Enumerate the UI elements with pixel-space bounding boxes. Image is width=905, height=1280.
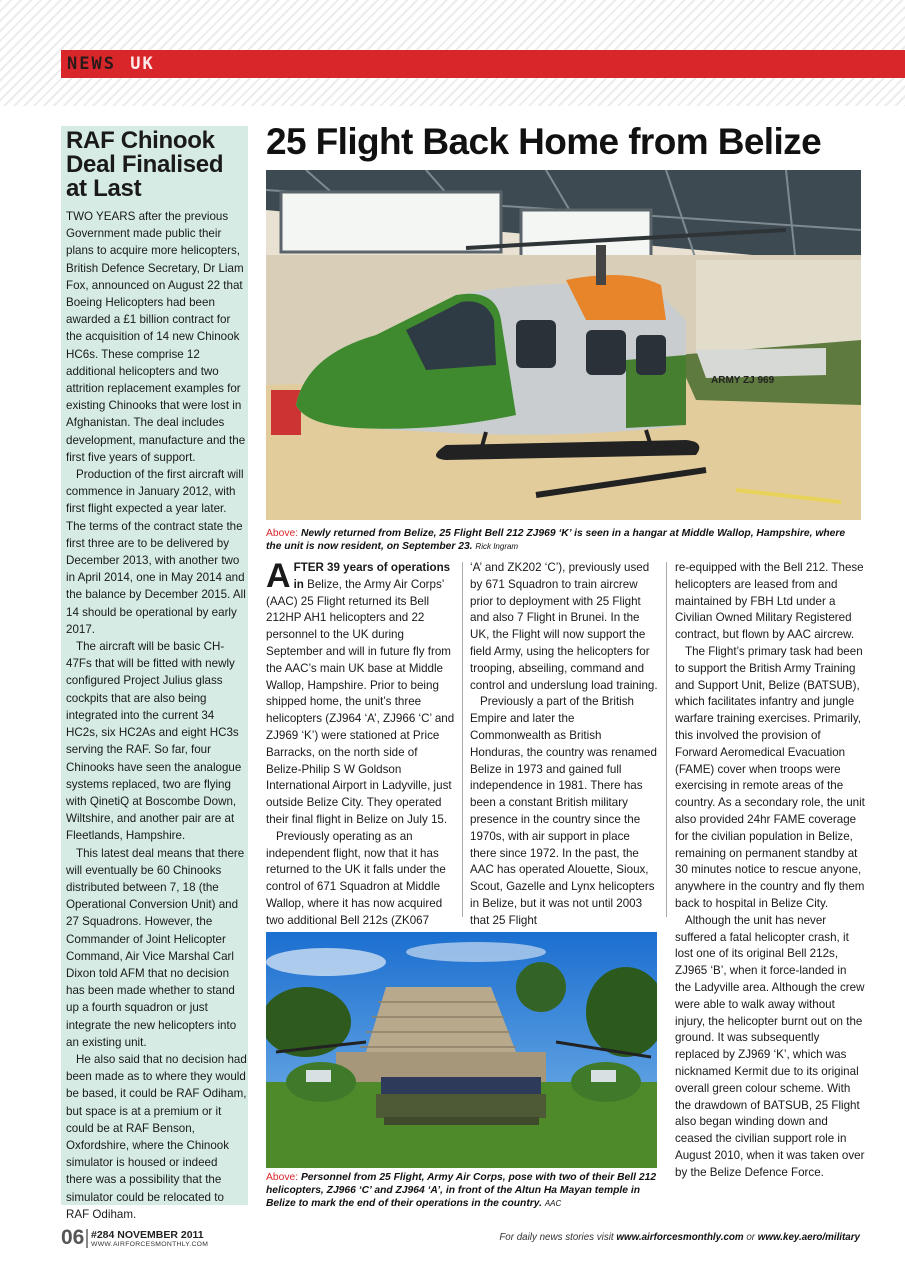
tail-marking: ARMY ZJ 969 — [711, 375, 775, 386]
footer-divider — [86, 1229, 88, 1248]
article-lead: FTER 39 years of operations in — [293, 561, 451, 591]
column-divider — [462, 562, 463, 917]
page-number: 06 — [61, 1226, 85, 1249]
photo-credit: Rick Ingram — [475, 542, 519, 551]
hangar-helicopter-photo — [266, 170, 861, 520]
mayan-temple-group-photo — [266, 932, 657, 1168]
issue-label: #284 NOVEMBER 2011 — [91, 1229, 204, 1241]
caption-text: Personnel from 25 Flight, Army Air Corps, pose with two of their Bell 212 helicopters, ZJ966 ‘C’ and ZJ964 ‘A’, in front of the Altun Ha Mayan temple in Belize to mark the end of their operations in the country. — [266, 1172, 657, 1209]
section-banner — [61, 50, 905, 78]
drop-cap: A — [266, 557, 291, 595]
sidebar-story — [61, 126, 248, 1221]
sidebar-paragraph: This latest deal means that there will eventually be 60 Chinooks distributed between 7, 18 (the Operational Conversion Unit) and 27 Squadrons. However, the Commander of Joint Helicopter Command, Air Vice Marshal Carl Dixon told AFM that no decision has been made whether to stand up a fourth squadron or just integrate the new helicopters into an existing unit. — [66, 846, 245, 1049]
footer-promo: For daily news stories visit www.airforcesmonthly.com or www.key.aero/military — [499, 1232, 860, 1243]
article-paragraph: Previously operating as an independent flight, now that it has returned to the UK it falls under the control of 671 Squadron at Middle Wallop, where it has now acquired two additional Bell 212s (ZK067 — [266, 829, 446, 927]
article-column-3 — [675, 560, 865, 1181]
sidebar-body — [66, 208, 247, 1223]
sidebar-paragraph: The aircraft will be basic CH-47Fs that will be fitted with newly configured Project Julius glass cockpits that are also being integrated into the current 34 HC2s, six HC2As and eight HC3s serving the RAF. So far, four Chinooks have seen the analogue systems replaced, two are flying with QinetiQ at Boscombe Down, Wiltshire, and another pair are at Fleetlands, Hampshire. — [66, 640, 242, 843]
article-column-1 — [266, 557, 456, 930]
article-paragraph: ‘A’ and ZK202 ‘C’), previously used by 671 Squadron to train aircrew prior to deployment with 25 Flight and also 7 Flight in Brunei. In the UK, the Flight will now support the field Army, using the helicopters for trooping, abseiling, command and control and underslung load training. — [470, 561, 658, 692]
article-headline: 25 Flight Back Home from Belize — [266, 121, 822, 162]
article-paragraph: AFTER 39 years of operations in Belize, the Army Air Corps’ (AAC) 25 Flight returned its Bell 212HP AH1 helicopters and 22 personnel to the UK during September and will in future fly from the AAC’s main UK base at Middle Wallop, Hampshire. Prior to being shipped home, the unit’s three helicopters (ZJ964 ‘A’, ZJ966 ‘C’ and ZJ969 ‘K’) were stationed at Price Barracks, on the north side of Belize-Philip S W Goldson International Airport in Ladyville, just outside Belize City. They operated their final flight in Belize on July 15. — [266, 557, 455, 826]
caption-text: Newly returned from Belize, 25 Flight Bell 212 ZJ969 ‘K’ is seen in a hangar at Middle Wallop, Hampshire, where the unit is now resident, on September 23. — [266, 528, 846, 552]
promo-link-afm: www.airforcesmonthly.com — [616, 1232, 744, 1243]
article-column-2 — [470, 560, 658, 930]
article-paragraph: Previously a part of the British Empire and later the Commonwealth as British Honduras, the country was renamed Belize in 1973 and gained full independence in 1981. There has been a constant British military presence in the country since the 1970s, with air support in place there since 1972. In the past, the AAC has operated Alouette, Sioux, Scout, Gazelle and Lynx helicopters in Belize, but it was not until 2003 that 25 Flight — [470, 695, 657, 927]
footer-website: WWW.AIRFORCESMONTHLY.COM — [91, 1241, 209, 1248]
article-paragraph: re-equipped with the Bell 212. These helicopters are leased from and maintained by FBH Ltd under a Civilian Owned Military Registered contract, but flown by AAC aircrew. — [675, 561, 864, 642]
sidebar-paragraph: Production of the first aircraft will commence in January 2012, with first flight expected a year later. — [66, 468, 244, 516]
caption-label: Above: — [266, 1172, 299, 1183]
article-paragraph: The Flight’s primary task had been to support the British Army Training and Support Unit, Belize (BATSUB), which facilitates infantry and jungle warfare training exercises. Primarily, this involved the provision of Forward Aeromedical Evacuation (FAME) cover when troops were exercising in remote areas of the country. As a secondary role, the unit also provided 24hr FAME coverage for the civilian population in Belize, remaining on permanent standby at 30 minutes notice to rescue anyone, anywhere in the country and fly them back to hospital in Belize City. — [675, 644, 865, 910]
sidebar-paragraph: TWO YEARS after the previous Government made public their plans to acquire more helicopters, British Defence Secretary, Dr Liam Fox, announced on August 22 that Boeing Helicopters had been awarded a £1 billion contract for the acquisition of 14 new Chinook HC6s. These comprise 12 additional helicopters and two attrition replacement examples for existing Chinooks that were lost in Afghanistan. The deal includes development, manufacture and the first five years of support. — [66, 210, 246, 464]
sidebar-headline: RAF Chinook Deal Finalised at Last — [66, 127, 224, 202]
promo-link-key: www.key.aero/military — [757, 1232, 860, 1243]
photo1-caption — [266, 527, 861, 553]
section-title: NEWS UK — [67, 54, 155, 74]
column-divider — [666, 562, 667, 917]
caption-label: Above: — [266, 528, 299, 539]
article-paragraph: Although the unit has never suffered a fatal helicopter crash, it lost one of its original Bell 212s, ZJ965 ‘B’, when it force-landed in the Ladyville area. Although the crew were able to walk away without injury, the helicopter burnt out on the ground. It was subsequently replaced by ZJ969 ‘K’, which was nicknamed Kermit due to its original overall green colour scheme. With the drawdown of BATSUB, 25 Flight also began winding down and ceased the civilian support role in August 2010, when it was taken over by the Belize Defence Force. — [675, 913, 865, 1179]
photo-credit: AAC — [544, 1199, 562, 1208]
sidebar-paragraph: He also said that no decision had been made as to where they would be based, it could be RAF Odiham, but space is at a premium or it could be at RAF Benson, Oxfordshire, where the Chinook simulator is housed or indeed there was a possibility that the simulator could be relocated to RAF Odiham. — [66, 1052, 247, 1221]
photo2-caption — [266, 1171, 657, 1210]
sidebar-paragraph: The terms of the contract state the first three are to be delivered by December 2013, with another two in April 2014, one in May 2014 and the balance by December 2015. All 14 should be operational by early 2017. — [66, 519, 246, 636]
